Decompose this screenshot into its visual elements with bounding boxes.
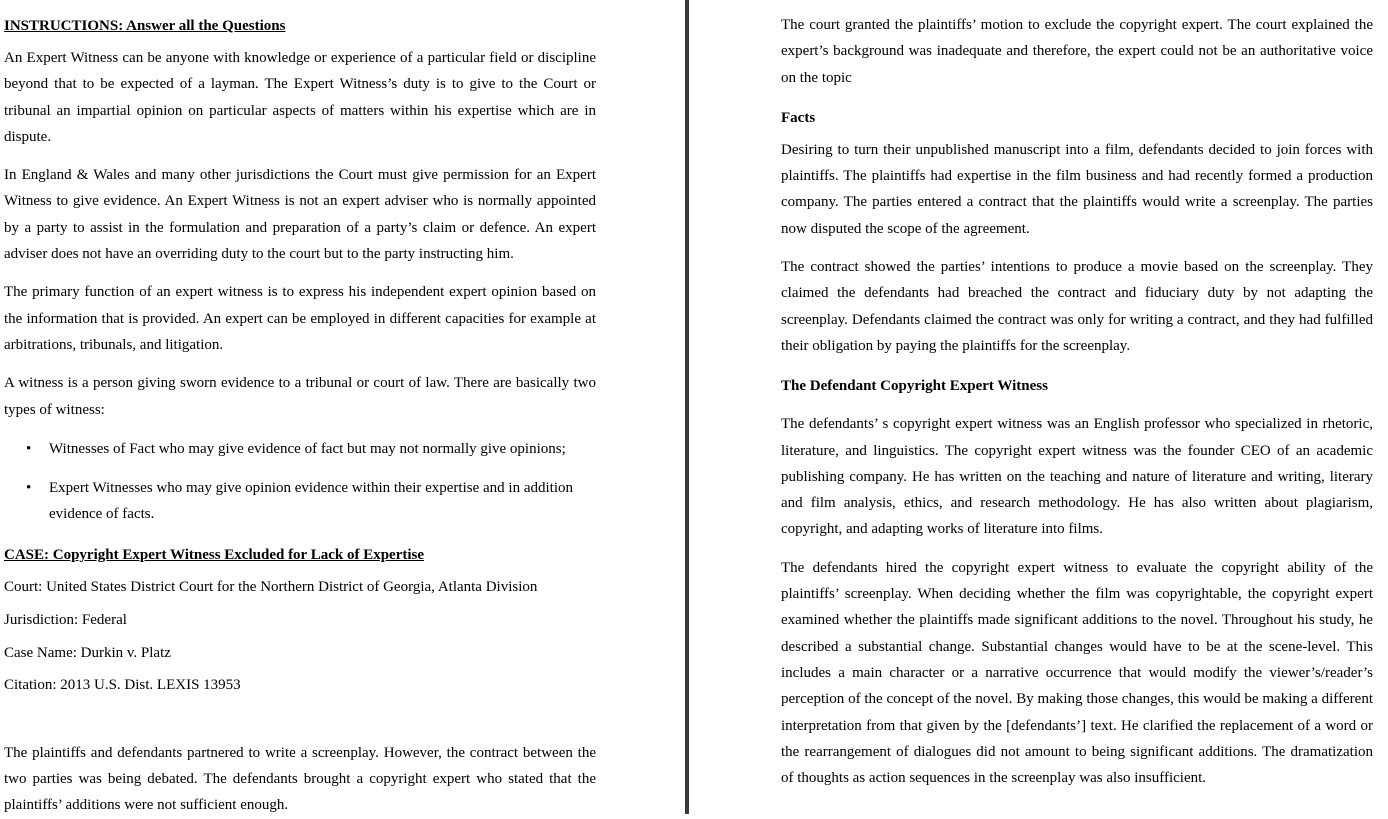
case-citation: Citation: 2013 U.S. Dist. LEXIS 13953 bbox=[4, 676, 241, 693]
case-name: Case Name: Durkin v. Platz bbox=[4, 644, 171, 661]
paragraph-expert-witness-definition: An Expert Witness can be anyone with knowledge or experience of a particular field or discipline beyond that to be expected of a layman. The Expert Witness’s duty is to give to the Court or tribunal an impartial opinion on particular aspects of matters within his expertise which are in dispute. bbox=[4, 50, 596, 145]
left-page bbox=[4, 0, 596, 819]
paragraph-expert-evaluation: The defendants hired the copyright expert witness to evaluate the copyright ability of the plaintiffs’ screenplay. When deciding whether the film was copyrightable, the copyright expert examined whether the plaintiffs made significant additions to the novel. Throughout his study, he described a substantial change. Substantial changes would have to be at the scene-level. This includes a main character or a narrative occurrence that would modify the viewer’s/reader’s perception of the concept of the novel. By making those changes, this would be making a different interpretation from that given by the [defendants’] text. He clarified the replacement of a word or the rearrangement of dialogues did not amount to being significant additions. The dramatization of thoughts as action sequences in the screenplay was also insufficient. bbox=[781, 559, 1373, 787]
right-page bbox=[781, 0, 1373, 791]
facts-heading: Facts bbox=[781, 109, 816, 126]
paragraph-primary-function: The primary function of an expert witness is to express his independent expert opinion based on the information that is provided. An expert can be employed in different capacities for example at arbitrations, tribunals, and litigation. bbox=[4, 284, 596, 353]
list-item: • Witnesses of Fact who may give evidence of fact but may not normally give opinions; bbox=[4, 436, 596, 462]
case-heading: CASE: Copyright Expert Witness Excluded for Lack of Expertise bbox=[4, 546, 425, 563]
paragraph-contract: The contract showed the parties’ intentions to produce a movie based on the screenplay. They claimed the defendants had breached the contract and fiduciary duty by not adapting the screenplay. Defendants claimed the contract was only for writing a contract, and they had fulfilled their obligation by paying the plaintiffs for the screenplay. bbox=[781, 259, 1373, 354]
paragraph-facts: Desiring to turn their unpublished manuscript into a film, defendants decided to join forces with plaintiffs. The plaintiffs had expertise in the film business and had recently formed a production company. The parties entered a contract that the plaintiffs would write a screenplay. The parties now disputed the scope of the agreement. bbox=[781, 141, 1373, 237]
paragraph-england-wales: In England & Wales and many other jurisdictions the Court must give permission for an Expert Witness to give evidence. An Expert Witness is not an expert adviser who is normally appointed by a party to assist in the formulation and preparation of a party’s claim or defence. An expert adviser does not have an overriding duty to the court but to the party instructing him. bbox=[4, 167, 596, 263]
paragraph-expert-background: The defendants’ s copyright expert witness was an English professor who specialized in rhetoric, literature, and linguistics. The copyright expert witness was the founder CEO of an academic publishing company. He has written on the teaching and nature of literature and writing, literary and film analysis, ethics, and research methodology. He has also written about plagiarism, copyright, and adapting works of literature into films. bbox=[781, 416, 1373, 538]
case-jurisdiction: Jurisdiction: Federal bbox=[4, 611, 127, 628]
paragraph-case-summary: The plaintiffs and defendants partnered to write a screenplay. However, the contract between the two parties was being debated. The defendants brought a copyright expert who stated that the plaintiffs’ additions were not sufficient enough. bbox=[4, 744, 596, 814]
instructions-heading: INSTRUCTIONS: Answer all the Questions bbox=[4, 18, 286, 34]
list-item: • Expert Witnesses who may give opinion evidence within their expertise and in addition evidence of facts. bbox=[4, 475, 596, 528]
witness-types-list bbox=[4, 436, 596, 528]
paragraph-court-ruling: The court granted the plaintiffs’ motion to exclude the copyright expert. The court explained the expert’s background was inadequate and therefore, the expert could not be an authoritative voice on the topic bbox=[781, 17, 1373, 86]
paragraph-witness-types: A witness is a person giving sworn evidence to a tribunal or court of law. There are basically two types of witness: bbox=[4, 375, 596, 418]
bullet-icon: • bbox=[26, 440, 32, 457]
expert-heading: The Defendant Copyright Expert Witness bbox=[781, 378, 1048, 395]
bullet-icon: • bbox=[26, 480, 32, 497]
page-divider bbox=[685, 0, 689, 814]
case-court: Court: United States District Court for the Northern District of Georgia, Atlanta Division bbox=[4, 578, 538, 595]
